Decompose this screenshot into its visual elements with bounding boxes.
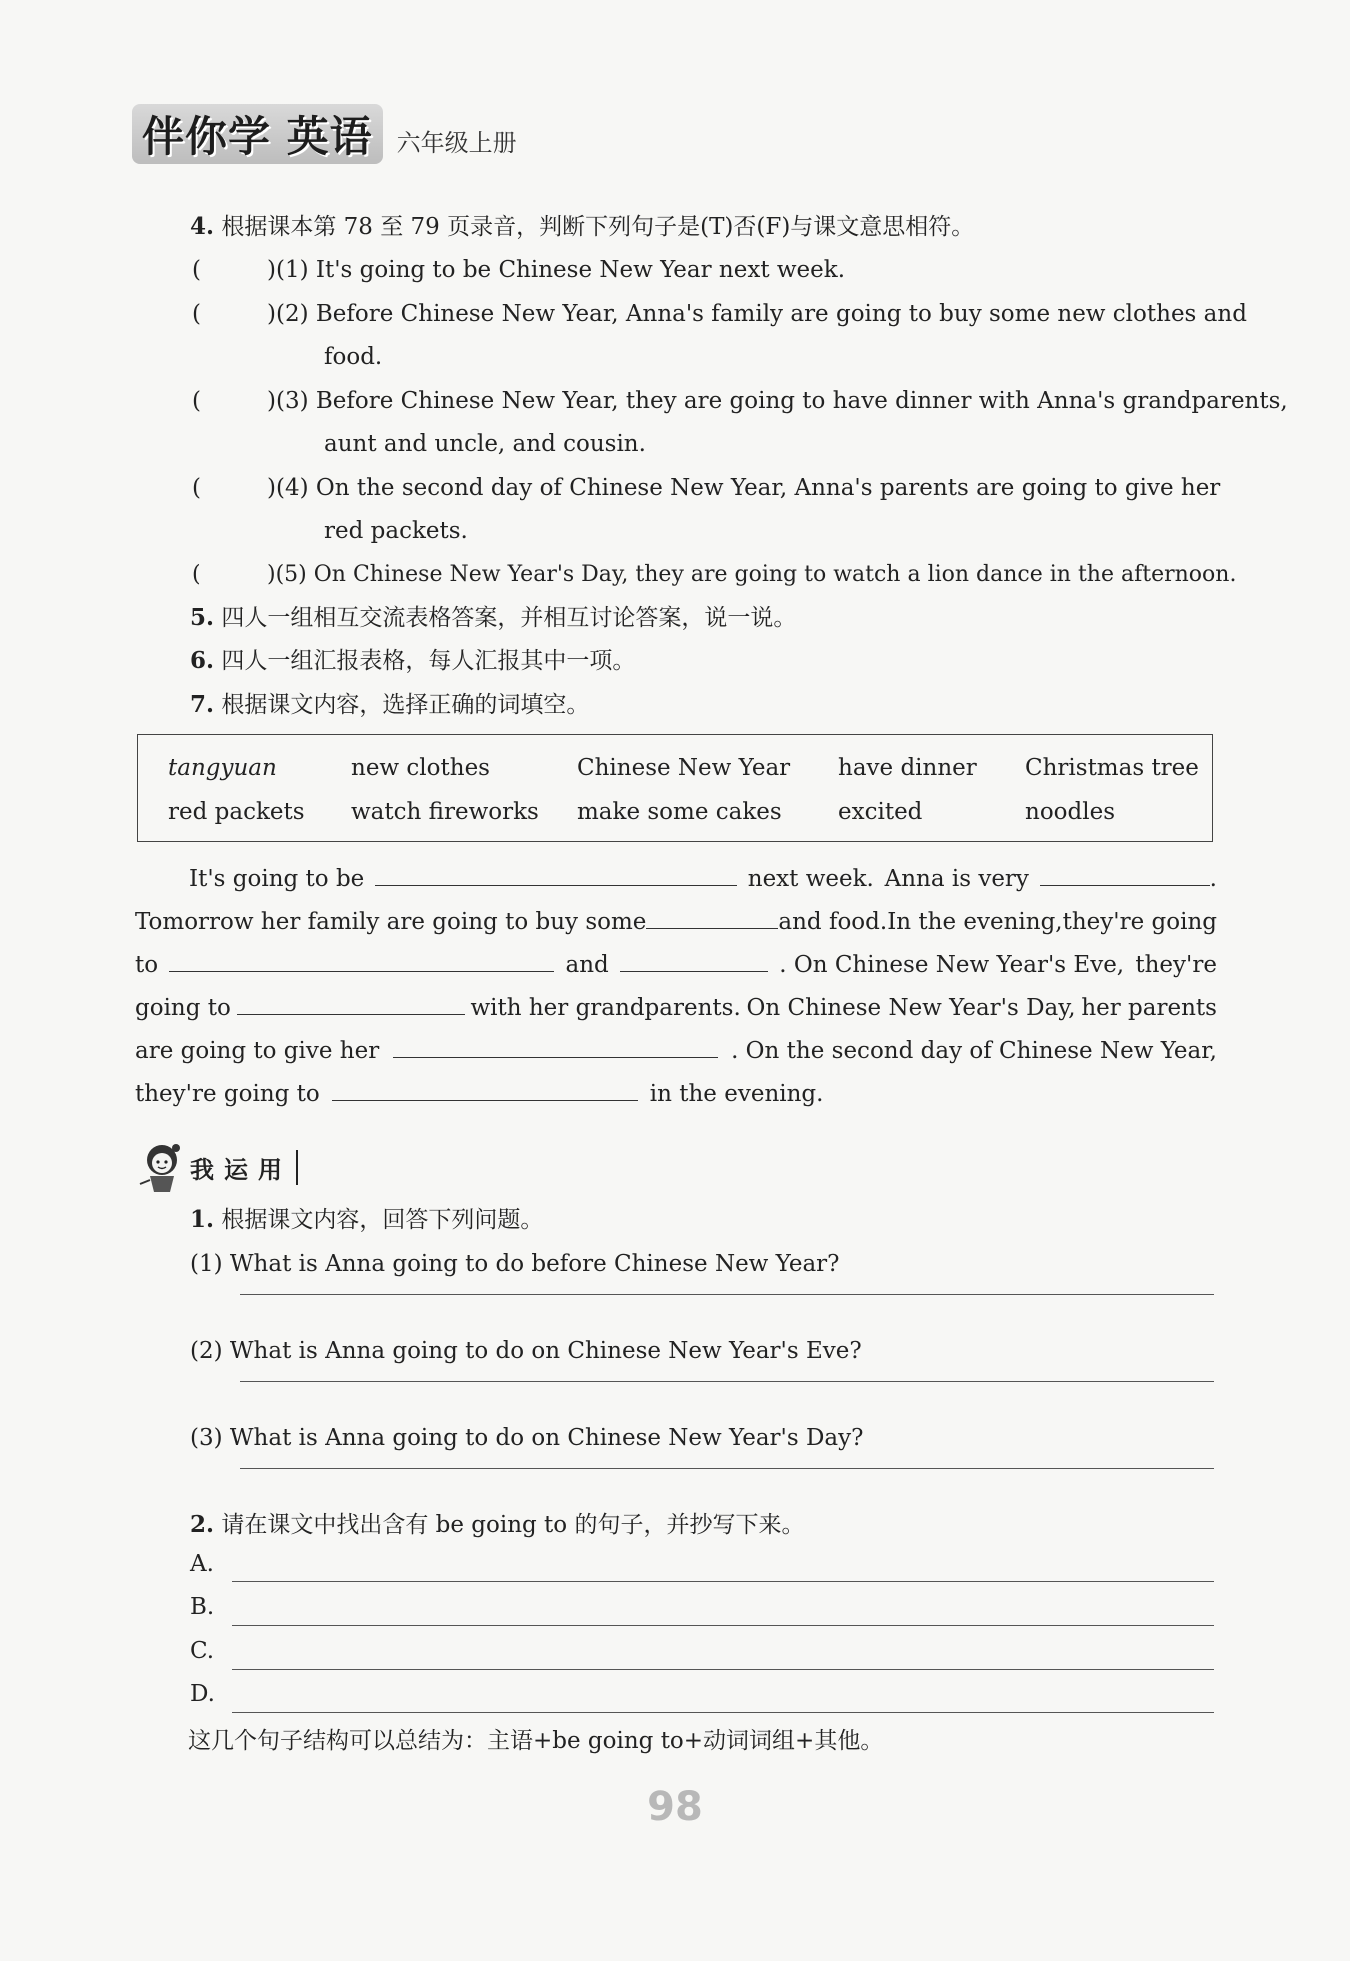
copy-label-d: D. — [190, 1681, 215, 1707]
q4-item-3: ( )(3) Before Chinese New Year, they are going to have dinner with Anna's grandparents, — [192, 388, 1288, 414]
grade-label: 六年级上册 — [396, 129, 517, 157]
copy-label-b: B. — [190, 1594, 215, 1620]
copy-line-b[interactable] — [232, 1625, 1214, 1626]
section-title: 我运用 — [190, 1150, 298, 1185]
copy-line-d[interactable] — [232, 1712, 1214, 1713]
q4-item-4-cont: red packets. — [324, 518, 468, 544]
u1-instruction: 1. 根据课文内容，回答下列问题。 — [190, 1206, 544, 1233]
book-logo: 伴你学 英语 — [132, 104, 383, 164]
structure-summary: 这几个句子结构可以总结为：主语+be going to+动词词组+其他。 — [188, 1728, 884, 1754]
word-bank — [137, 734, 1213, 842]
blank-8[interactable] — [332, 1074, 638, 1101]
q6-instruction: 6. 四人一组汇报表格，每人汇报其中一项。 — [190, 647, 636, 674]
page-number: 98 — [647, 1784, 703, 1830]
u2-instruction: 2. 请在课文中找出含有 be going to 的句子，并抄写下来。 — [190, 1511, 805, 1538]
word-option: noodles — [1025, 799, 1116, 825]
word-option: red packets — [168, 799, 305, 825]
q4-item-2: ( )(2) Before Chinese New Year, Anna's family are going to buy some new clothes and — [192, 301, 1247, 327]
u1-question-2: (2) What is Anna going to do on Chinese New Year's Eve? — [190, 1338, 862, 1364]
word-option: have dinner — [838, 755, 977, 781]
copy-line-a[interactable] — [232, 1581, 1214, 1582]
word-option: new clothes — [351, 755, 490, 781]
fill-in-passage: It's going to be next week. Anna is very . Tomorrow her family are going to buy some and food. In the evening, they're going to and . On Chinese New Year's Eve, they're going to with her grandparents. On Chinese New Year's Day, her parents are going to give her . On the second day of Chinese New Year, they're going to in the evening. — [135, 858, 1217, 1116]
q4-item-2-cont: food. — [324, 344, 383, 370]
u1-question-1: (1) What is Anna going to do before Chinese New Year? — [190, 1251, 840, 1277]
answer-line-3[interactable] — [240, 1468, 1214, 1469]
word-option: tangyuan — [168, 755, 277, 781]
section-header — [136, 1140, 298, 1194]
copy-line-c[interactable] — [232, 1669, 1214, 1670]
word-option: excited — [838, 799, 923, 825]
blank-1[interactable] — [375, 859, 737, 886]
copy-label-c: C. — [190, 1638, 215, 1664]
blank-3[interactable] — [646, 902, 778, 929]
u1-question-3: (3) What is Anna going to do on Chinese New Year's Day? — [190, 1425, 864, 1451]
q4-item-5: ( )(5) On Chinese New Year's Day, they are going to watch a lion dance in the afternoon. — [192, 562, 1237, 587]
q7-instruction: 7. 根据课文内容，选择正确的词填空。 — [190, 691, 590, 718]
blank-2[interactable] — [1040, 859, 1210, 886]
q4-item-3-cont: aunt and uncle, and cousin. — [324, 431, 646, 457]
page-header — [132, 108, 517, 164]
word-option: Christmas tree — [1025, 755, 1199, 781]
blank-4[interactable] — [169, 945, 554, 972]
girl-mascot-icon — [136, 1140, 186, 1194]
blank-5[interactable] — [620, 945, 768, 972]
q4-item-1: ( )(1) It's going to be Chinese New Year next week. — [192, 257, 846, 283]
q4-item-4: ( )(4) On the second day of Chinese New Year, Anna's parents are going to give her — [192, 475, 1221, 501]
word-option: make some cakes — [577, 799, 782, 825]
q5-instruction: 5. 四人一组相互交流表格答案，并相互讨论答案，说一说。 — [190, 604, 797, 631]
word-option: Chinese New Year — [577, 755, 791, 781]
blank-7[interactable] — [393, 1031, 718, 1058]
word-option: watch fireworks — [351, 799, 539, 825]
copy-label-a: A. — [190, 1551, 214, 1577]
answer-line-2[interactable] — [240, 1381, 1214, 1382]
q4-instruction: 4. 根据课本第 78 至 79 页录音，判断下列句子是(T)否(F)与课文意思相符。 — [190, 213, 975, 240]
answer-line-1[interactable] — [240, 1294, 1214, 1295]
blank-6[interactable] — [237, 988, 465, 1015]
